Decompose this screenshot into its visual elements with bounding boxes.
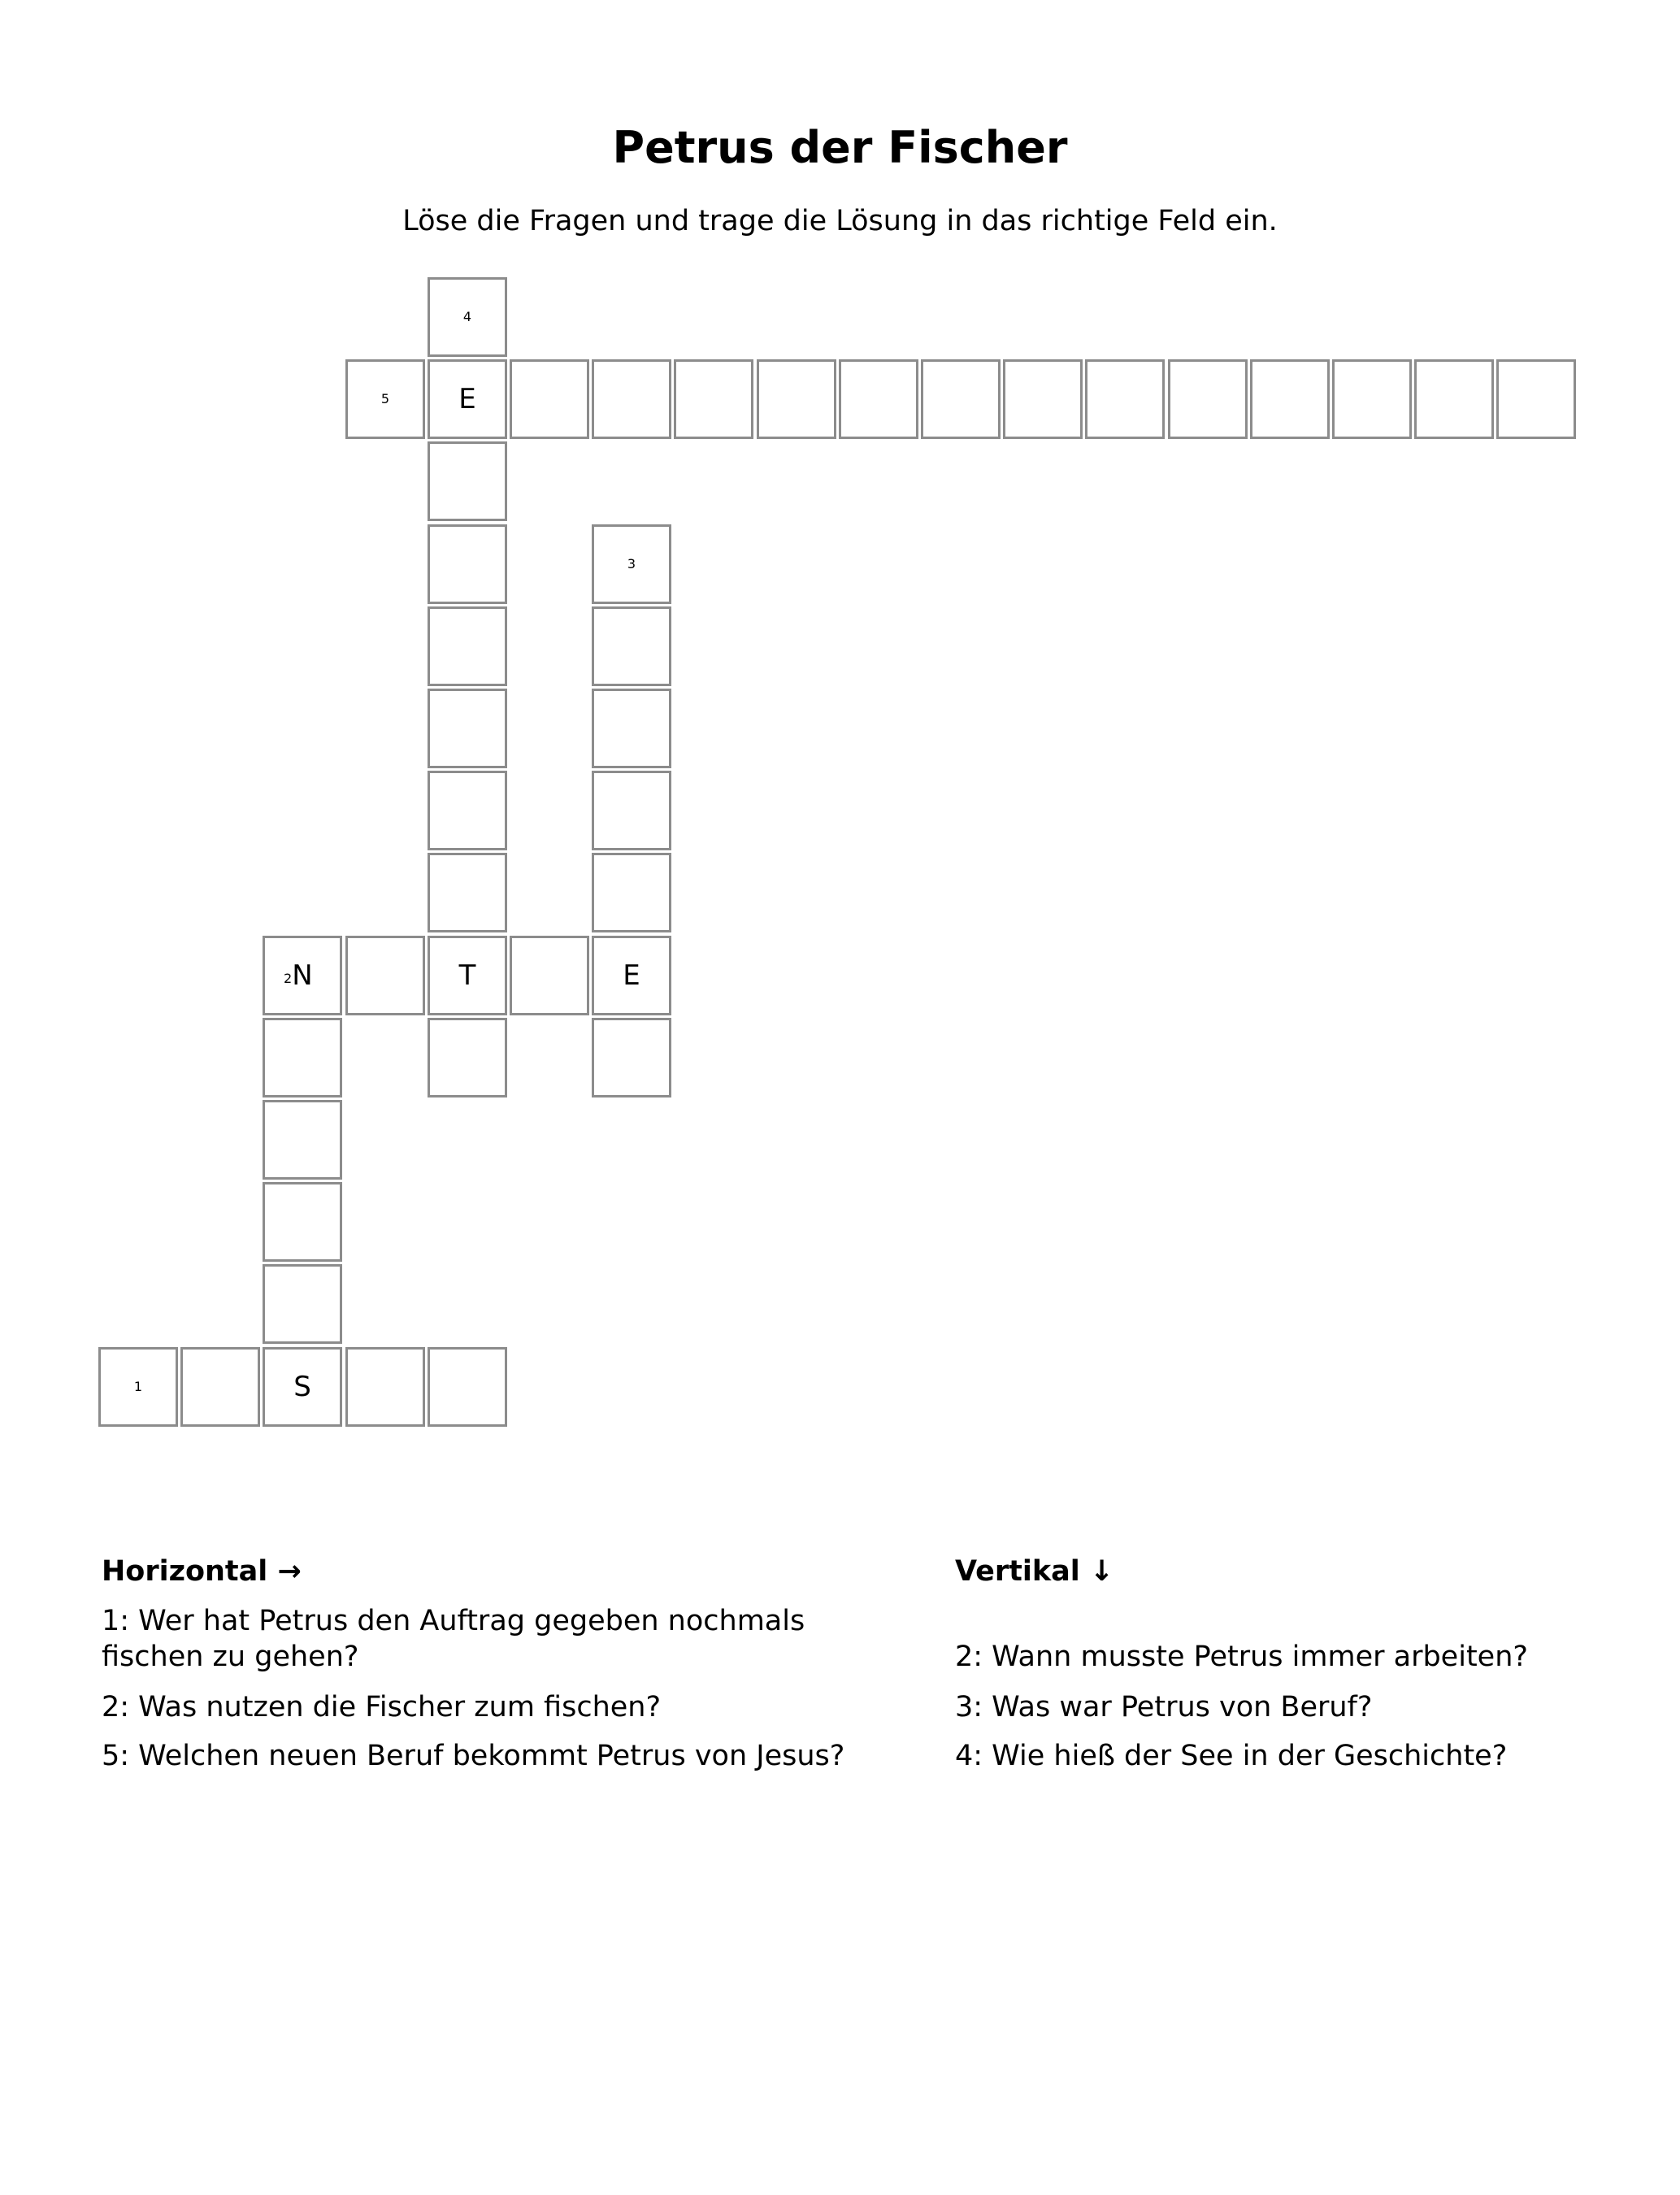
crossword-cell[interactable]: [510, 359, 589, 439]
horizontal-heading: Horizontal →: [102, 1555, 302, 1588]
cell-letter: E: [458, 383, 476, 415]
crossword-cell[interactable]: [428, 441, 507, 521]
crossword-cell[interactable]: [180, 1347, 260, 1427]
horizontal-clues: [102, 1553, 914, 1772]
cell-letter: T: [458, 959, 476, 992]
cell-letter: E: [623, 959, 640, 992]
crossword-cell[interactable]: [428, 771, 507, 850]
crossword-cell[interactable]: [757, 359, 836, 439]
clue-horizontal-1: 1: Wer hat Petrus den Auftrag gegeben nochmals fischen zu gehen?: [102, 1605, 805, 1673]
vertical-clues: [955, 1553, 1605, 1772]
crossword-cell[interactable]: [345, 359, 425, 439]
crossword-cell[interactable]: [263, 1347, 342, 1427]
crossword-cell[interactable]: [510, 936, 589, 1015]
instructions-text: Löse die Fragen und trage die Lösung in das richtige Feld ein.: [402, 205, 1278, 237]
crossword-cell[interactable]: [592, 1018, 671, 1098]
crossword-cell[interactable]: [428, 359, 507, 439]
crossword-cell[interactable]: [1332, 359, 1412, 439]
crossword-cell[interactable]: [1250, 359, 1330, 439]
crossword-cell[interactable]: [921, 359, 1001, 439]
crossword-cell[interactable]: [428, 277, 507, 357]
crossword-cell[interactable]: [263, 936, 342, 1015]
clue-vertical-3: 3: Was war Petrus von Beruf?: [955, 1691, 1373, 1723]
crossword-cell[interactable]: [592, 936, 671, 1015]
crossword-cell[interactable]: [428, 689, 507, 768]
clue-number: 1: [133, 1379, 143, 1394]
crossword-cell[interactable]: [428, 606, 507, 686]
clue-number: 5: [380, 391, 390, 406]
crossword-cell[interactable]: [263, 1182, 342, 1262]
crossword-cell[interactable]: [1085, 359, 1165, 439]
cell-letter: N: [292, 959, 313, 992]
crossword-cell[interactable]: [263, 1018, 342, 1098]
clue-vertical-4: 4: Wie hieß der See in der Geschichte?: [955, 1740, 1508, 1772]
crossword-cell[interactable]: [1496, 359, 1576, 439]
crossword-cell[interactable]: [592, 359, 671, 439]
clue-number: 2: [284, 971, 293, 986]
crossword-cell[interactable]: [674, 359, 753, 439]
crossword-cell[interactable]: [428, 1347, 507, 1427]
crossword-cell[interactable]: [592, 524, 671, 604]
crossword-cell[interactable]: [592, 606, 671, 686]
crossword-cell[interactable]: [263, 1100, 342, 1180]
vertical-heading: Vertikal ↓: [955, 1555, 1114, 1588]
crossword-cell[interactable]: [592, 689, 671, 768]
crossword-cell[interactable]: [428, 936, 507, 1015]
clue-horizontal-2: 2: Was nutzen die Fischer zum fischen?: [102, 1691, 662, 1723]
crossword-cell[interactable]: [1414, 359, 1494, 439]
clue-number: 3: [627, 556, 636, 572]
crossword-cell[interactable]: [345, 1347, 425, 1427]
crossword-cell[interactable]: [428, 1018, 507, 1098]
page-title: Petrus der Fischer: [612, 122, 1068, 173]
crossword-cell[interactable]: [1003, 359, 1083, 439]
crossword-cell[interactable]: [428, 524, 507, 604]
crossword-cell[interactable]: [263, 1264, 342, 1344]
crossword-cell[interactable]: [839, 359, 918, 439]
crossword-cell[interactable]: [428, 853, 507, 932]
crossword-cell[interactable]: [1168, 359, 1248, 439]
cell-letter: S: [293, 1371, 311, 1403]
clue-vertical-2: 2: Wann musste Petrus immer arbeiten?: [955, 1641, 1528, 1673]
clue-number: 4: [462, 309, 472, 324]
crossword-cell[interactable]: [98, 1347, 178, 1427]
crossword-cell[interactable]: [592, 853, 671, 932]
crossword-cell[interactable]: [592, 771, 671, 850]
crossword-cell[interactable]: [345, 936, 425, 1015]
clue-horizontal-5: 5: Welchen neuen Beruf bekommt Petrus von Jesus?: [102, 1740, 845, 1772]
